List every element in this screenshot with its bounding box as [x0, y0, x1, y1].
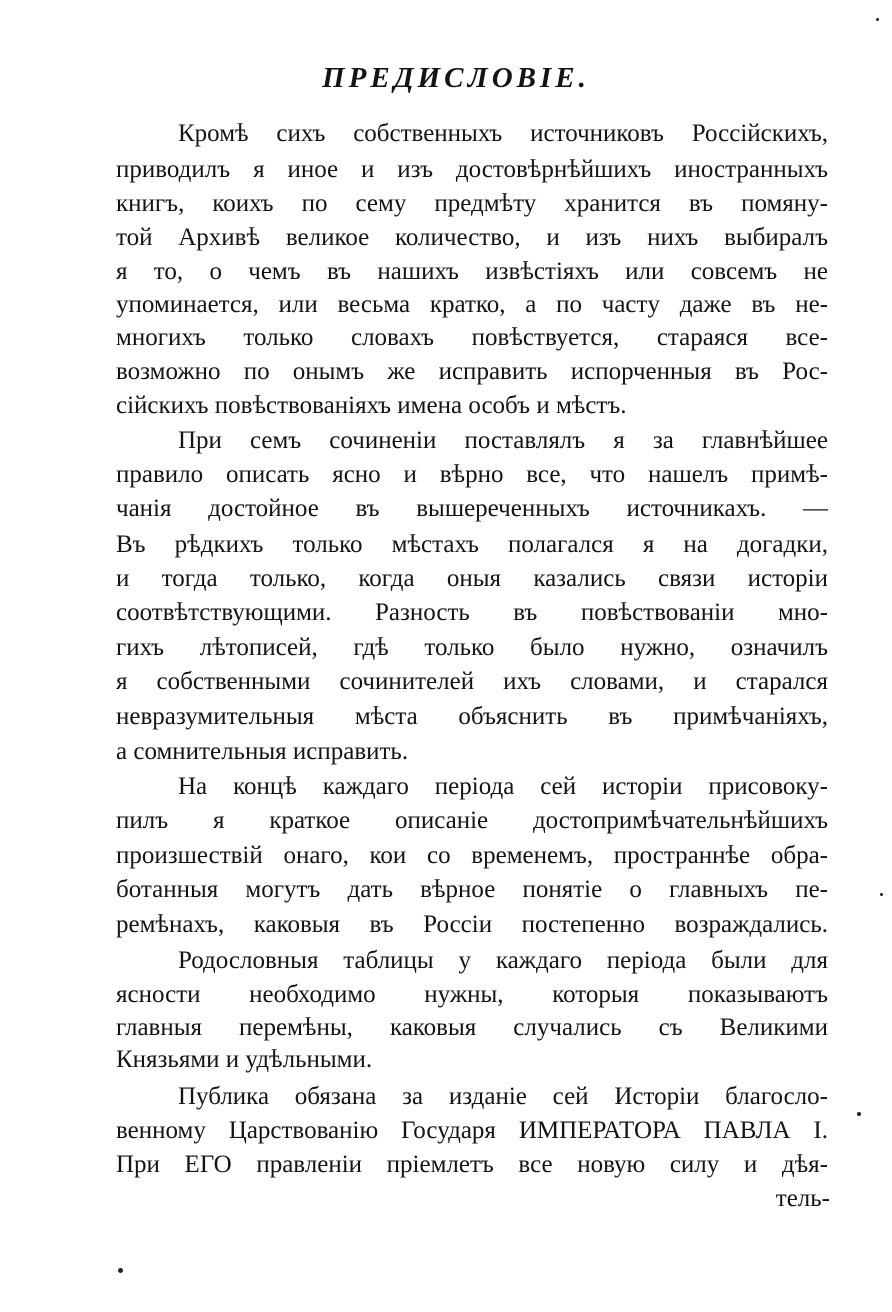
print-speck: [880, 893, 883, 896]
text-line: пилъ я краткое описаніе достопримѣчательнѣйшихъ: [116, 807, 828, 834]
text-line: невразумительныя мѣста объяснить въ примѣчаніяхъ,: [116, 703, 828, 730]
text-line: я то, о чемъ въ нашихъ извѣстіяхъ или совсемъ не: [116, 258, 828, 285]
text-line: Въ рѣдкихъ только мѣстахъ полагался я на догадки,: [116, 531, 828, 558]
text-line: гихъ лѣтописей, гдѣ только было нужно, означилъ: [116, 634, 828, 661]
text-line: произшествій онаго, кои со временемъ, пространнѣе обра-: [116, 842, 828, 869]
text-line: упоминается, или весьма кратко, а по частy даже въ не-: [116, 291, 828, 318]
text-line: При ЕГО правленіи пріемлетъ все новую силу и дѣя-: [116, 1151, 828, 1178]
text-line: а сомнительныя исправить.: [116, 738, 409, 765]
print-speck: [118, 1268, 123, 1273]
text-line: я собственными сочинителей ихъ словами, и старался: [116, 668, 828, 695]
catchword: тель-: [775, 1185, 830, 1212]
text-line: Родословныя таблицы у каждаго періода были для: [178, 947, 828, 974]
text-line: ремѣнахъ, каковыя въ Россіи постепенно возраждались.: [116, 911, 828, 938]
text-line: многихъ только словахъ повѣствуется, стараяся все-: [116, 324, 828, 351]
text-line: чанія достойное въ вышереченныхъ источникахъ. —: [116, 495, 828, 522]
text-line: и тогда только, когда оныя казались связи исторіи: [116, 565, 828, 592]
text-line: главныя перемѣны, каковыя случались съ Великими: [116, 1014, 828, 1041]
text-line: книгъ, коихъ по сему предмѣту хранится въ помяну-: [116, 190, 828, 217]
print-speck: [857, 1112, 861, 1116]
text-line: Публика обязана за изданіе сей Исторіи благосло-: [178, 1083, 828, 1110]
text-line: На концѣ каждаго періода сей исторіи присовоку-: [178, 773, 828, 800]
text-line: При семъ сочиненіи поставлялъ я за главнѣйшее: [178, 427, 828, 454]
text-line: правило описать ясно и вѣрно все, что нашелъ примѣ-: [116, 461, 828, 488]
text-line: ботанныя могутъ дать вѣрное понятіе о главныхъ пе-: [116, 876, 828, 903]
text-line: соотвѣтствующими. Разность въ повѣствованіи мно-: [116, 599, 828, 626]
print-speck: [876, 18, 879, 21]
page-title: ПРЕДИСЛОВІЕ.: [322, 62, 590, 94]
text-line: Князьями и удѣльными.: [116, 1046, 373, 1073]
text-line: Кромѣ сихъ собственныхъ источниковъ Россійскихъ,: [178, 120, 828, 147]
text-line: венному Царствованію Государя ИМПЕРАТОРА ПАВЛА I.: [116, 1117, 828, 1144]
text-line: сійскихъ повѣствованіяхъ имена особъ и мѣстъ.: [116, 392, 627, 419]
text-line: приводилъ я иное и изъ достовѣрнѣйшихъ иностранныхъ: [116, 156, 828, 183]
text-line: возможно по онымъ же исправить испорченныя въ Рос-: [116, 358, 828, 385]
text-line: той Архивѣ великое количество, и изъ нихъ выбиралъ: [116, 224, 828, 251]
text-line: ясности необходимо нужны, которыя показываютъ: [116, 981, 828, 1008]
